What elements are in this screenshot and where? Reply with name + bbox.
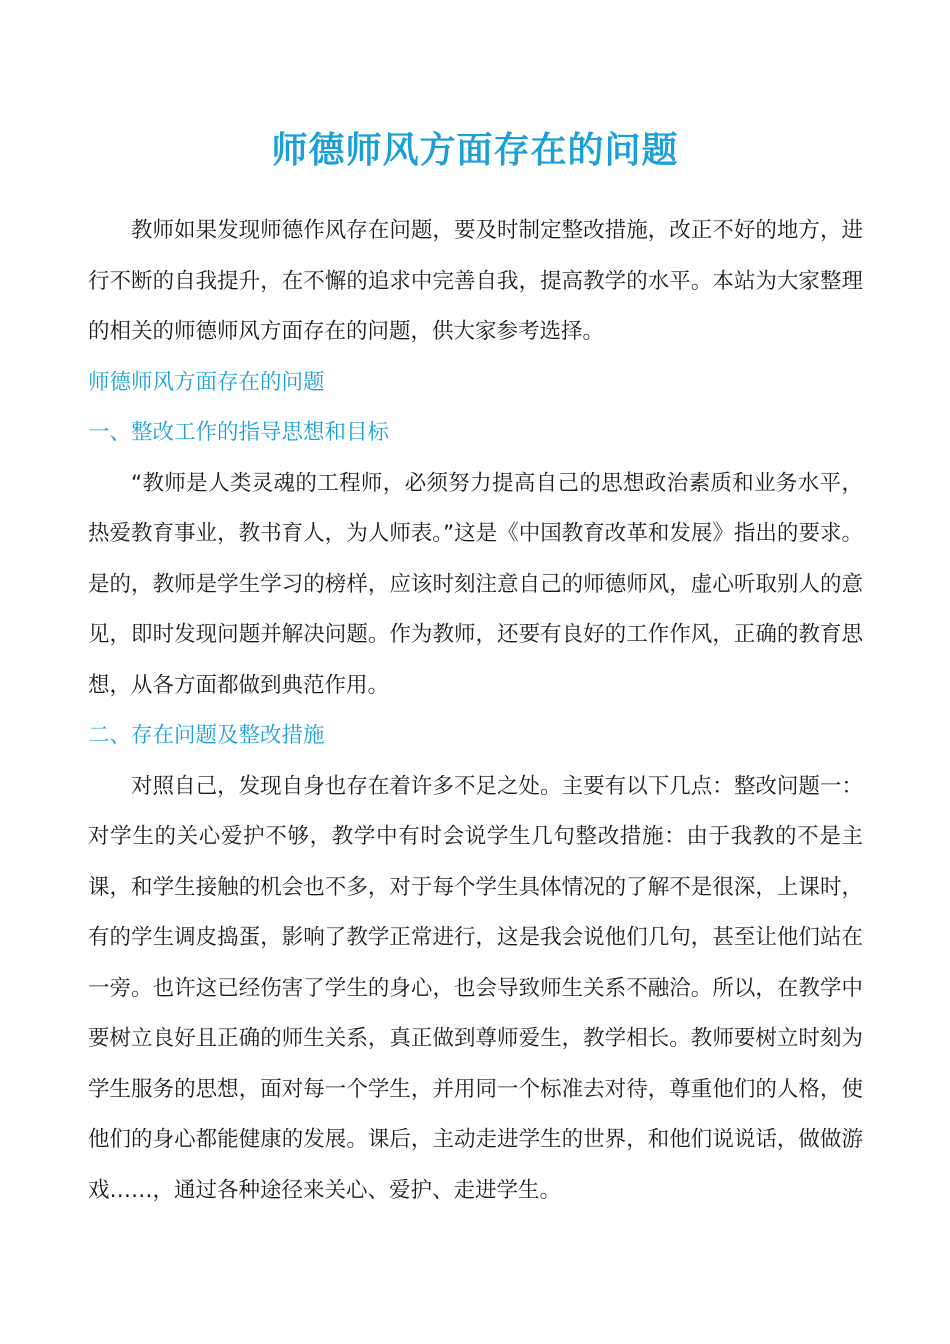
section-1-heading: 一、整改工作的指导思想和目标 [88,420,390,445]
section-1-paragraph: “教师是人类灵魂的工程师，必须努力提高自己的思想政治素质和业务水平，热爱教育事业，教书育人，为人师表。”这是《中国教育改革和发展》指出的要求。是的，教师是学生学习的榜样，应该时刻注意自己的师德师风，虚心听取别人的意见，即时发现问题并解决问题。作为教师，还要有良好的工作作风，正确的教育思想，从各方面都做到典范作用。 [88,470,863,698]
document-title: 师德师风方面存在的问题 [271,130,679,172]
document-body [88,206,863,1216]
intro-paragraph: 教师如果发现师德作风存在问题，要及时制定整改措施，改正不好的地方，进行不断的自我提升，在不懈的追求中完善自我，提高教学的水平。本站为大家整理的相关的师德师风方面存在的问题，供大家参考选择。 [88,218,863,344]
section-2-paragraph: 对照自己，发现自身也存在着许多不足之处。主要有以下几点：整改问题一：对学生的关心爱护不够，教学中有时会说学生几句整改措施：由于我教的不是主课，和学生接触的机会也不多，对于每个学生具体情况的了解不是很深，上课时，有的学生调皮捣蛋，影响了教学正常进行，这是我会说他们几句，甚至让他们站在一旁。也许这已经伤害了学生的身心，也会导致师生关系不融洽。所以，在教学中要树立良好且正确的师生关系，真正做到尊师爱生，教学相长。教师要树立时刻为学生服务的思想，面对每一个学生，并用同一个标准去对待，尊重他们的人格，使他们的身心都能健康的发展。课后，主动走进学生的世界，和他们说说话，做做游戏……，通过各种途径来关心、爱护、走进学生。 [88,773,863,1203]
section-2-heading: 二、存在问题及整改措施 [88,723,325,748]
subtitle-heading: 师德师风方面存在的问题 [88,369,325,395]
